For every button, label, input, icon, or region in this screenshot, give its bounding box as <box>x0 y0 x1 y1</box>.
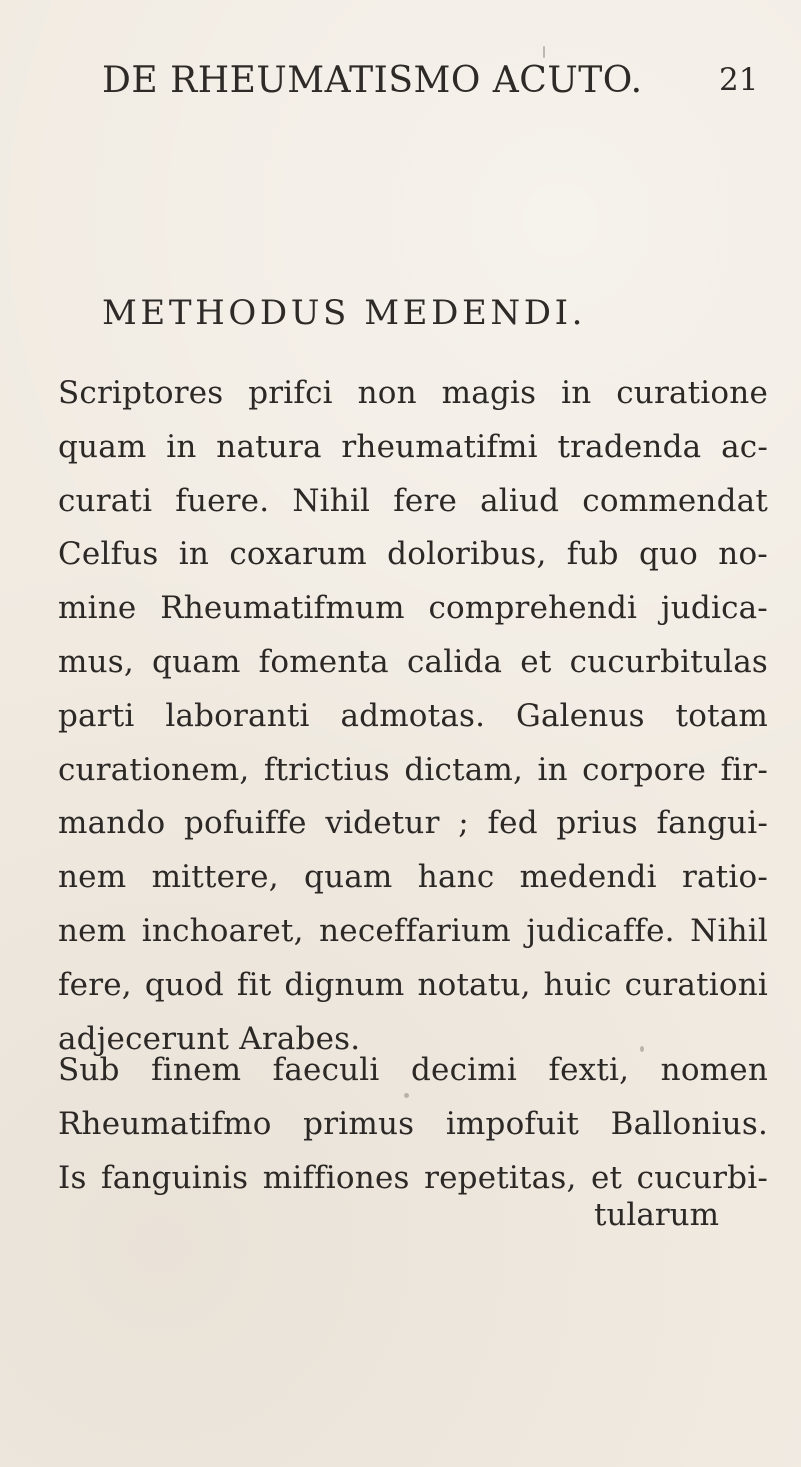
paper-speck <box>543 46 545 58</box>
text-line: curati fuere. Nihil fere aliud commendat <box>58 482 768 519</box>
section-title: METHODUS MEDENDI. <box>102 293 587 333</box>
paragraph-2 <box>58 1044 768 1205</box>
text-line: mine Rheumatifmum comprehendi judica- <box>58 590 768 627</box>
text-line: Celfus in coxarum doloribus, fub quo no- <box>58 536 768 573</box>
page-number: 21 <box>719 62 759 98</box>
text-line: adjecerunt Arabes. <box>58 1020 361 1057</box>
paper-speck <box>404 1093 409 1098</box>
running-head: DE RHEUMATISMO ACUTO. <box>102 60 643 101</box>
text-line: Scriptores prifci non magis in curatione <box>58 375 768 411</box>
paragraph-1 <box>58 367 768 1066</box>
text-line: fere, quod fit dignum notatu, huic curationi <box>58 966 768 1003</box>
text-line: Sub finem faeculi decimi fexti, nomen <box>58 1052 768 1088</box>
paper-speck <box>640 1046 644 1052</box>
text-line: mando pofuiffe videtur ; fed prius fangui- <box>58 805 768 842</box>
text-line: mus, quam fomenta calida et cucurbitulas <box>58 643 768 680</box>
text-line: nem mittere, quam hanc medendi ratio- <box>58 859 768 896</box>
text-line: nem inchoaret, neceffarium judicaffe. Nihil <box>58 912 768 949</box>
text-line: Rheumatifmo primus impofuit Ballonius. <box>58 1105 768 1142</box>
catchword: tularum <box>594 1197 719 1233</box>
text-line: Is fanguinis miffiones repetitas, et cucurbi- <box>58 1159 768 1196</box>
text-line: curationem, ftrictius dictam, in corpore fir- <box>58 751 768 788</box>
text-line: parti laboranti admotas. Galenus totam <box>58 697 768 734</box>
text-line: quam in natura rheumatifmi tradenda ac- <box>58 428 768 465</box>
